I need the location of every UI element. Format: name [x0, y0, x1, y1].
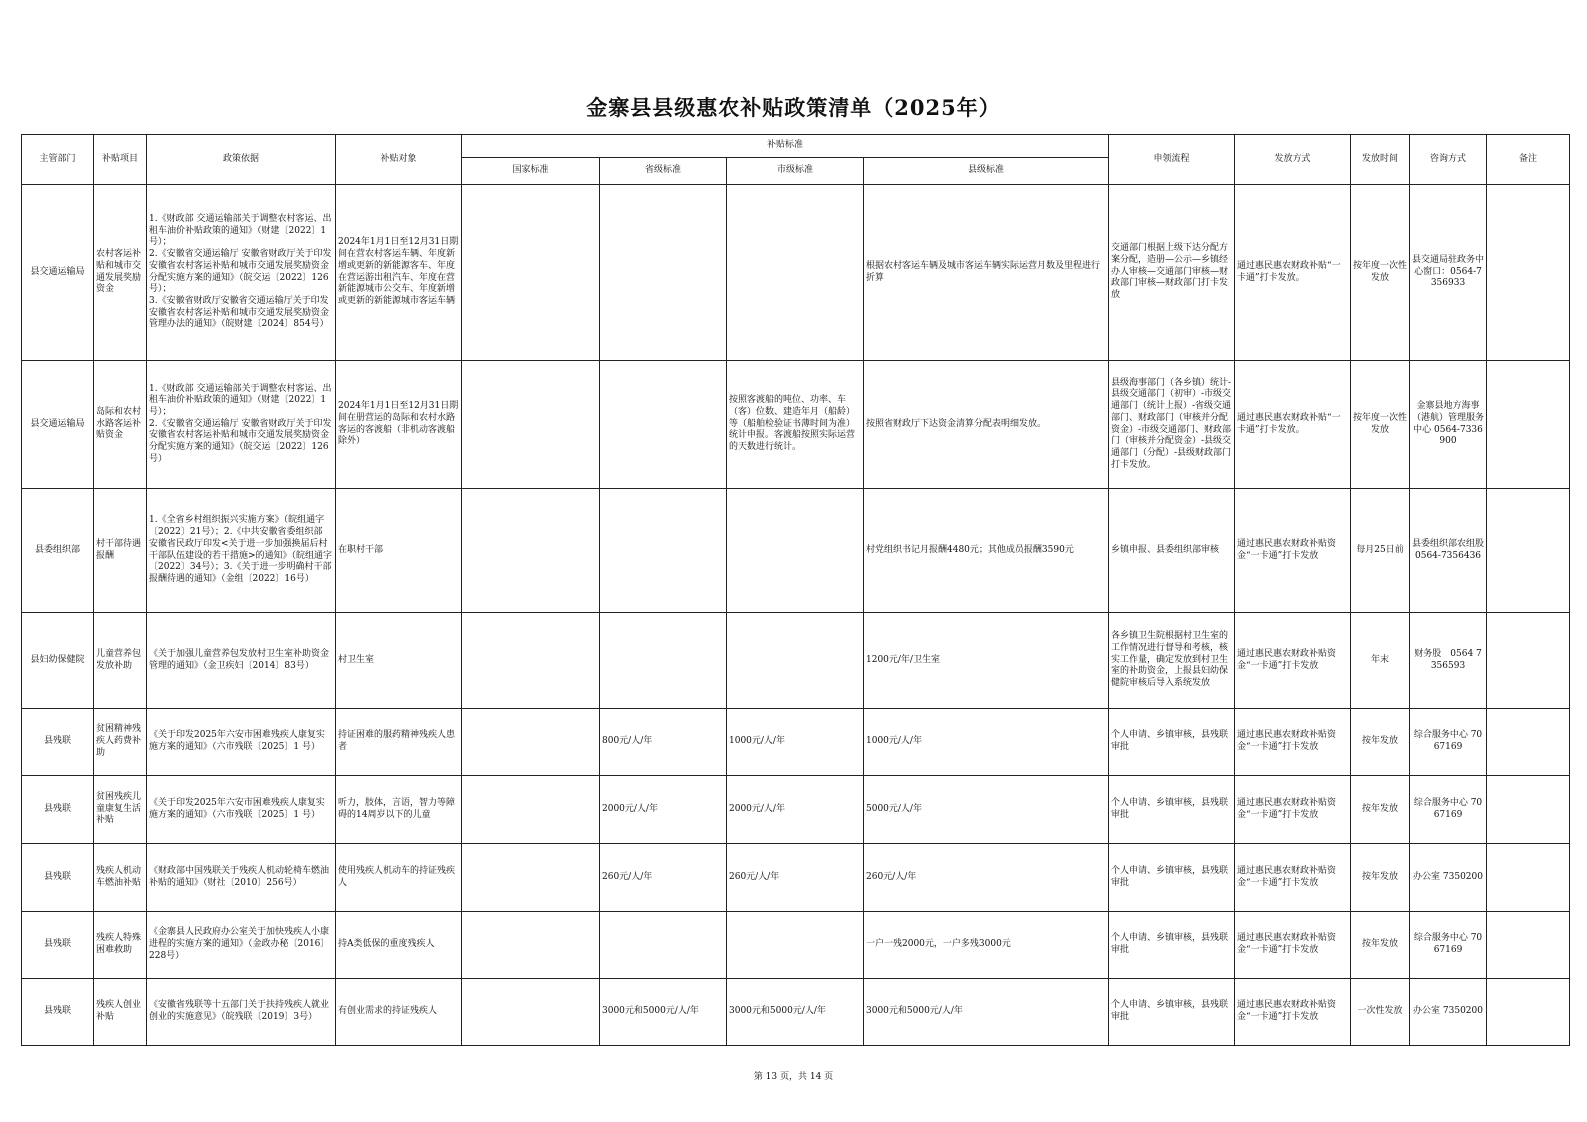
cell-remark: [1487, 361, 1570, 489]
cell-municipal: [727, 613, 864, 709]
cell-time: 按年发放: [1351, 776, 1410, 844]
cell-municipal: 按照客渡船的吨位、功率、车（客）位数、建造年月（船龄）等（船舶检验证书薄时间为准）统计申报。客渡船按照实际运营的天数进行统计。: [727, 361, 864, 489]
cell-provincial: 800元/人/年: [600, 709, 727, 776]
cell-dept: 县交通运输局: [22, 361, 94, 489]
cell-dept: 县交通运输局: [22, 185, 94, 361]
cell-target: 持证困难的服药精神残疾人患者: [336, 709, 462, 776]
table-row: [22, 613, 1570, 709]
cell-contact: 办公室 7350200: [1410, 979, 1487, 1046]
cell-process: 个人申请、乡镇审核，县残联审批: [1109, 844, 1235, 912]
cell-process: 各乡镇卫生院根据村卫生室的工作情况进行督导和考核，核实工作量，确定发放到村卫生室的补助资金，上报县妇幼保健院审核后导入系统发放: [1109, 613, 1235, 709]
cell-county: 1200元/年/卫生室: [864, 613, 1109, 709]
cell-time: 一次性发放: [1351, 979, 1410, 1046]
cell-remark: [1487, 709, 1570, 776]
table-row: [22, 361, 1570, 489]
table-row: [22, 185, 1570, 361]
cell-dept: 县残联: [22, 912, 94, 979]
cell-target: 在职村干部: [336, 489, 462, 613]
cell-remark: [1487, 776, 1570, 844]
cell-target: 2024年1月1日至12月31日期间在册营运的岛际和农村水路客运的客渡船（非机动客渡船除外）: [336, 361, 462, 489]
cell-method: 通过惠民惠农财政补贴“一卡通”打卡发放。: [1235, 185, 1351, 361]
header-remark: 备注: [1487, 135, 1570, 185]
cell-process: 交通部门根据上级下达分配方案分配，造册—公示—乡镇经办人审核—交通部门审核—财政部门审核—财政部门打卡发放: [1109, 185, 1235, 361]
cell-method: 通过惠民惠农财政补贴资金“一卡通”打卡发放: [1235, 912, 1351, 979]
cell-dept: 县残联: [22, 979, 94, 1046]
cell-remark: [1487, 185, 1570, 361]
cell-contact: 县委组织部农组股 0564-7356436: [1410, 489, 1487, 613]
cell-time: 按年发放: [1351, 912, 1410, 979]
cell-time: 年末: [1351, 613, 1410, 709]
cell-basis: 《安徽省残联等十五部门关于扶持残疾人就业创业的实施意见》（皖残联〔2019〕3号）: [147, 979, 336, 1046]
cell-county: 按照省财政厅下达资金清算分配表明细发放。: [864, 361, 1109, 489]
page-footer: 第 13 页，共 14 页: [753, 1072, 834, 1082]
cell-contact: 县交通局驻政务中心窗口：0564-7356933: [1410, 185, 1487, 361]
cell-municipal: 2000元/人/年: [727, 776, 864, 844]
cell-contact: 综合服务中心 7067169: [1410, 912, 1487, 979]
cell-provincial: 2000元/人/年: [600, 776, 727, 844]
cell-county: 260元/人/年: [864, 844, 1109, 912]
cell-item: 残疾人特殊困难救助: [94, 912, 147, 979]
cell-county: 村党组织书记月报酬4480元；其他成员报酬3590元: [864, 489, 1109, 613]
cell-national: [462, 979, 600, 1046]
cell-item: 贫困残疾儿童康复生活补贴: [94, 776, 147, 844]
cell-national: [462, 489, 600, 613]
cell-basis: 《关于印发2025年六安市困难残疾人康复实施方案的通知》（六市残联〔2025〕1 号）: [147, 776, 336, 844]
policy-table: [21, 134, 1570, 1046]
page-title: 金寨县县级惠农补贴政策清单（2025年）: [586, 95, 1001, 120]
cell-time: 每月25日前: [1351, 489, 1410, 613]
header-row-1: [22, 135, 1570, 158]
cell-item: 岛际和农村水路客运补贴资金: [94, 361, 147, 489]
cell-target: 听力，肢体，言语，智力等障碍的14周岁以下的儿童: [336, 776, 462, 844]
cell-method: 通过惠民惠农财政补贴“一卡通”打卡发放。: [1235, 361, 1351, 489]
cell-time: 按年发放: [1351, 709, 1410, 776]
cell-county: 根据农村客运车辆及城市客运车辆实际运营月数及里程进行折算: [864, 185, 1109, 361]
cell-national: [462, 776, 600, 844]
cell-dept: 县委组织部: [22, 489, 94, 613]
header-national: 国家标准: [462, 158, 600, 185]
header-dept: 主管部门: [22, 135, 94, 185]
cell-remark: [1487, 979, 1570, 1046]
cell-item: 儿童营养包发放补助: [94, 613, 147, 709]
cell-county: 1000元/人/年: [864, 709, 1109, 776]
cell-process: 县级海事部门（各乡镇）统计-县级交通部门（初审）-市级交通部门（统计上报）-省级交通部门、财政部门（审核并分配资金）-市级交通部门、财政部门（审核并分配资金）-县级交通部门（分配）-县级财政部门打卡发放。: [1109, 361, 1235, 489]
cell-contact: 金寨县地方海事（港航）管理服务中心 0564-7336900: [1410, 361, 1487, 489]
table-row: [22, 844, 1570, 912]
cell-municipal: 3000元和5000元/人/年: [727, 979, 864, 1046]
header-time: 发放时间: [1351, 135, 1410, 185]
cell-time: 按年度一次性发放: [1351, 361, 1410, 489]
header-process: 申领流程: [1109, 135, 1235, 185]
cell-provincial: [600, 912, 727, 979]
cell-national: [462, 709, 600, 776]
cell-method: 通过惠民惠农财政补贴资金“一卡通”打卡发放: [1235, 613, 1351, 709]
cell-item: 残疾人机动车燃油补贴: [94, 844, 147, 912]
header-contact: 咨询方式: [1410, 135, 1487, 185]
table-row: [22, 489, 1570, 613]
cell-municipal: [727, 489, 864, 613]
cell-contact: 财务股 0564 7356593: [1410, 613, 1487, 709]
cell-target: 持A类低保的重度残疾人: [336, 912, 462, 979]
header-method: 发放方式: [1235, 135, 1351, 185]
cell-national: [462, 361, 600, 489]
cell-item: 农村客运补贴和城市交通发展奖励资金: [94, 185, 147, 361]
cell-national: [462, 912, 600, 979]
cell-county: 一户一残2000元，一户多残3000元: [864, 912, 1109, 979]
cell-provincial: [600, 361, 727, 489]
header-standard: 补贴标准: [462, 135, 1109, 158]
cell-basis: 《关于加强儿童营养包发放村卫生室补助资金管理的通知》（金卫疾妇〔2014〕83号）: [147, 613, 336, 709]
cell-process: 乡镇申报、县委组织部审核: [1109, 489, 1235, 613]
cell-dept: 县残联: [22, 709, 94, 776]
cell-remark: [1487, 489, 1570, 613]
cell-municipal: 260元/人/年: [727, 844, 864, 912]
cell-target: 有创业需求的持证残疾人: [336, 979, 462, 1046]
cell-basis: 《财政部中国残联关于残疾人机动轮椅车燃油补贴的通知》（财社〔2010〕256号）: [147, 844, 336, 912]
cell-dept: 县妇幼保健院: [22, 613, 94, 709]
header-municipal: 市级标准: [727, 158, 864, 185]
cell-basis: 《关于印发2025年六安市困难残疾人康复实施方案的通知》（六市残联〔2025〕1 号）: [147, 709, 336, 776]
cell-process: 个人申请、乡镇审核，县残联审批: [1109, 776, 1235, 844]
cell-method: 通过惠民惠农财政补贴资金“一卡通”打卡发放: [1235, 776, 1351, 844]
cell-method: 通过惠民惠农财政补贴资金“一卡通”打卡发放: [1235, 709, 1351, 776]
header-basis: 政策依据: [147, 135, 336, 185]
cell-county: 5000元/人/年: [864, 776, 1109, 844]
cell-remark: [1487, 844, 1570, 912]
cell-provincial: [600, 489, 727, 613]
cell-municipal: [727, 912, 864, 979]
cell-time: 按年度一次性发放: [1351, 185, 1410, 361]
cell-target: 2024年1月1日至12月31日期间在营农村客运车辆、年度新增或更新的新能源客车、年度在营运游出租汽车、年度在营新能源城市公交车、年度新增或更新的新能源城市客运车辆: [336, 185, 462, 361]
cell-provincial: [600, 613, 727, 709]
cell-contact: 办公室 7350200: [1410, 844, 1487, 912]
cell-county: 3000元和5000元/人/年: [864, 979, 1109, 1046]
cell-basis: 1.《全省乡村组织振兴实施方案》（皖组通字〔2022〕21号）；2.《中共安徽省委组织部 安徽省民政厅印发<关于进一步加强换届后村干部队伍建设的若干措施>的通知》（皖组通字〔2022〕34号）；3.《关于进一步明确村干部报酬待遇的通知》（金组〔2022〕16号）: [147, 489, 336, 613]
cell-provincial: 3000元和5000元/人/年: [600, 979, 727, 1046]
cell-contact: 综合服务中心 7067169: [1410, 776, 1487, 844]
cell-item: 村干部待遇报酬: [94, 489, 147, 613]
cell-remark: [1487, 912, 1570, 979]
table-row: [22, 776, 1570, 844]
cell-item: 残疾人创业补贴: [94, 979, 147, 1046]
cell-process: 个人申请、乡镇审核，县残联审批: [1109, 912, 1235, 979]
cell-basis: 1.《财政部 交通运输部关于调整农村客运、出租车油价补贴政策的通知》（财建〔2022〕1号）； 2.《安徽省交通运输厅 安徽省财政厅关于印发安徽省农村客运补贴和城市交通发展奖励资金分配实施方案的通知》（皖交运〔2022〕126号）: [147, 361, 336, 489]
cell-contact: 综合服务中心 7067169: [1410, 709, 1487, 776]
cell-national: [462, 613, 600, 709]
header-item: 补贴项目: [94, 135, 147, 185]
cell-provincial: [600, 185, 727, 361]
cell-municipal: [727, 185, 864, 361]
table-row: [22, 709, 1570, 776]
cell-time: 按年发放: [1351, 844, 1410, 912]
cell-national: [462, 185, 600, 361]
cell-basis: 《金寨县人民政府办公室关于加快残疾人小康进程的实施方案的通知》（金政办秘〔2016〕228号）: [147, 912, 336, 979]
cell-dept: 县残联: [22, 844, 94, 912]
cell-target: 村卫生室: [336, 613, 462, 709]
cell-process: 个人申请、乡镇审核，县残联审批: [1109, 709, 1235, 776]
cell-dept: 县残联: [22, 776, 94, 844]
cell-method: 通过惠民惠农财政补贴资金“一卡通”打卡发放: [1235, 489, 1351, 613]
cell-municipal: 1000元/人/年: [727, 709, 864, 776]
cell-provincial: 260元/人/年: [600, 844, 727, 912]
table-row: [22, 912, 1570, 979]
cell-item: 贫困精神残疾人药费补助: [94, 709, 147, 776]
header-target: 补贴对象: [336, 135, 462, 185]
cell-remark: [1487, 613, 1570, 709]
cell-method: 通过惠民惠农财政补贴资金“一卡通”打卡发放: [1235, 979, 1351, 1046]
header-county: 县级标准: [864, 158, 1109, 185]
table-row: [22, 979, 1570, 1046]
cell-target: 使用残疾人机动车的持证残疾人: [336, 844, 462, 912]
cell-process: 个人申请、乡镇审核，县残联审批: [1109, 979, 1235, 1046]
header-provincial: 省级标准: [600, 158, 727, 185]
cell-national: [462, 844, 600, 912]
cell-method: 通过惠民惠农财政补贴资金“一卡通”打卡发放: [1235, 844, 1351, 912]
cell-basis: 1.《财政部 交通运输部关于调整农村客运、出租车油价补贴政策的通知》（财建〔2022〕1 号）； 2.《安徽省交通运输厅 安徽省财政厅关于印发安徽省农村客运补贴和城市交通发展奖励资金分配实施方案的通知》（皖交运〔2022〕126 号）； 3.《安徽省财政厅安徽省交通运输厅关于印发安徽省农村客运补贴和城市交通发展奖励资金管理办法的通知》（皖财建〔2024〕854号）: [147, 185, 336, 361]
